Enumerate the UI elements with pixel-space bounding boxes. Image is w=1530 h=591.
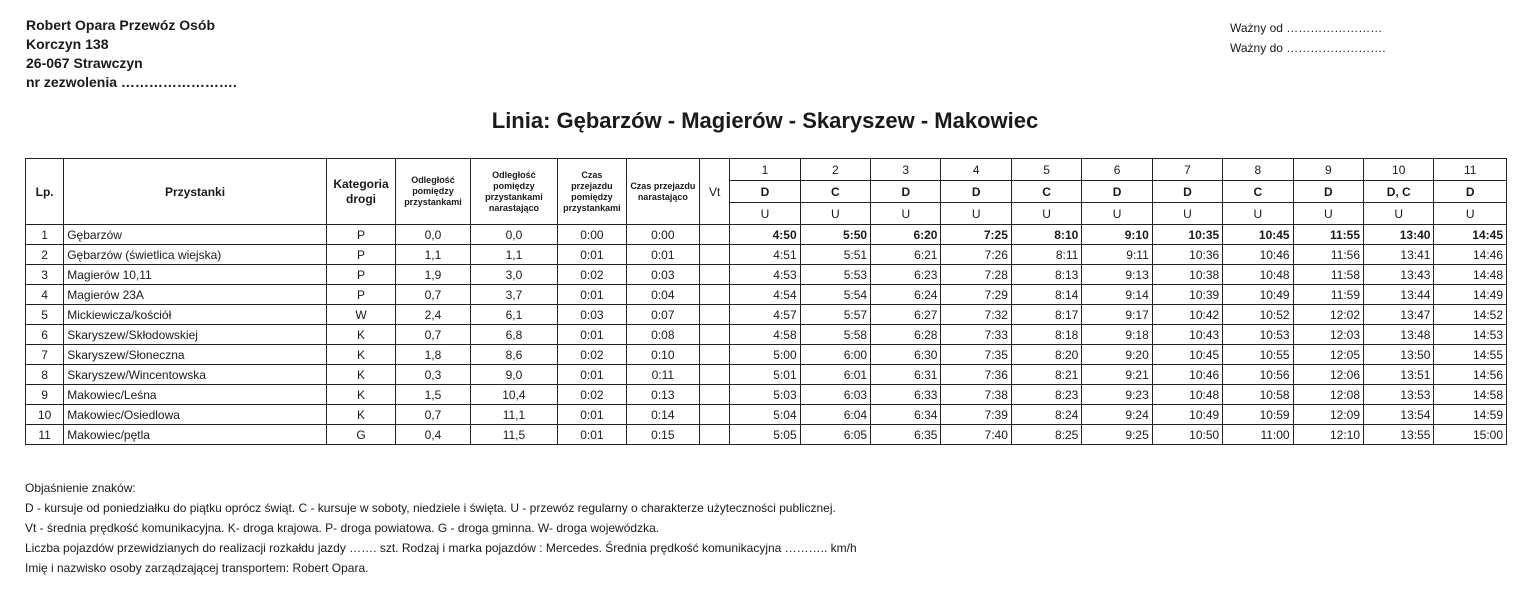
departure-time: 9:13 [1082, 265, 1152, 285]
row-vt [700, 305, 730, 325]
row-stop-name: Skaryszew/Słoneczna [64, 345, 327, 365]
table-row [26, 405, 1507, 425]
row-stop-name: Mickiewicza/kościół [64, 305, 327, 325]
departure-time: 13:55 [1364, 425, 1434, 445]
row-time-cumulative: 0:01 [626, 245, 699, 265]
row-distance-cumulative: 9,0 [470, 365, 558, 385]
row-distance-cumulative: 10,4 [470, 385, 558, 405]
row-distance: 0,3 [396, 365, 470, 385]
table-row [26, 265, 1507, 285]
row-lp: 5 [26, 305, 64, 325]
row-distance-cumulative: 0,0 [470, 225, 558, 245]
departure-time: 14:52 [1434, 305, 1507, 325]
row-time: 0:01 [558, 405, 626, 425]
departure-time: 13:41 [1364, 245, 1434, 265]
row-stop-name: Makowiec/Leśna [64, 385, 327, 405]
departure-time: 11:55 [1293, 225, 1363, 245]
table-row [26, 225, 1507, 245]
departure-time: 6:03 [800, 385, 870, 405]
departure-time: 11:59 [1293, 285, 1363, 305]
departure-time: 6:30 [871, 345, 941, 365]
course-number: 3 [871, 159, 941, 181]
departure-time: 12:09 [1293, 405, 1363, 425]
departure-time: 5:58 [800, 325, 870, 345]
departure-time: 7:33 [941, 325, 1011, 345]
departure-time: 10:50 [1152, 425, 1222, 445]
course-type: U [1293, 203, 1363, 225]
timetable [25, 158, 1507, 445]
row-lp: 6 [26, 325, 64, 345]
departure-time: 14:55 [1434, 345, 1507, 365]
row-distance: 0,0 [396, 225, 470, 245]
company-street: Korczyn 138 [26, 36, 109, 52]
departure-time: 10:46 [1152, 365, 1222, 385]
row-time: 0:02 [558, 385, 626, 405]
row-distance: 0,7 [396, 405, 470, 425]
departure-time: 14:58 [1434, 385, 1507, 405]
course-number: 1 [730, 159, 800, 181]
departure-time: 13:47 [1364, 305, 1434, 325]
departure-time: 10:49 [1152, 405, 1222, 425]
row-lp: 2 [26, 245, 64, 265]
departure-time: 9:11 [1082, 245, 1152, 265]
row-time-cumulative: 0:04 [626, 285, 699, 305]
row-distance-cumulative: 8,6 [470, 345, 558, 365]
row-road-category: P [326, 225, 395, 245]
course-type: U [1011, 203, 1081, 225]
row-stop-name: Gębarzów (świetlica wiejska) [64, 245, 327, 265]
valid-from: Ważny od …………………… [1230, 21, 1383, 35]
departure-time: 8:20 [1011, 345, 1081, 365]
departure-time: 10:36 [1152, 245, 1222, 265]
course-type: U [1364, 203, 1434, 225]
row-distance-cumulative: 6,8 [470, 325, 558, 345]
header-category: Kategoria drogi [326, 159, 395, 225]
departure-time: 14:59 [1434, 405, 1507, 425]
departure-time: 12:02 [1293, 305, 1363, 325]
departure-time: 13:54 [1364, 405, 1434, 425]
row-time-cumulative: 0:11 [626, 365, 699, 385]
departure-time: 10:46 [1223, 245, 1293, 265]
departure-time: 7:26 [941, 245, 1011, 265]
row-stop-name: Gębarzów [64, 225, 327, 245]
course-type: U [941, 203, 1011, 225]
departure-time: 8:21 [1011, 365, 1081, 385]
row-lp: 10 [26, 405, 64, 425]
departure-time: 6:28 [871, 325, 941, 345]
row-time: 0:02 [558, 265, 626, 285]
course-days: C [1223, 181, 1293, 203]
departure-time: 10:49 [1223, 285, 1293, 305]
row-lp: 7 [26, 345, 64, 365]
course-number: 11 [1434, 159, 1507, 181]
course-type: U [730, 203, 800, 225]
departure-time: 12:06 [1293, 365, 1363, 385]
departure-time: 9:23 [1082, 385, 1152, 405]
departure-time: 7:29 [941, 285, 1011, 305]
row-time-cumulative: 0:13 [626, 385, 699, 405]
row-road-category: P [326, 265, 395, 285]
row-time-cumulative: 0:15 [626, 425, 699, 445]
row-road-category: K [326, 365, 395, 385]
row-stop-name: Magierów 23A [64, 285, 327, 305]
course-type: U [1082, 203, 1152, 225]
course-number: 5 [1011, 159, 1081, 181]
row-distance-cumulative: 11,1 [470, 405, 558, 425]
departure-time: 5:01 [730, 365, 800, 385]
row-stop-name: Makowiec/pętla [64, 425, 327, 445]
departure-time: 8:23 [1011, 385, 1081, 405]
row-vt [700, 365, 730, 385]
departure-time: 10:42 [1152, 305, 1222, 325]
departure-time: 8:13 [1011, 265, 1081, 285]
departure-time: 11:58 [1293, 265, 1363, 285]
row-stop-name: Skaryszew/Wincentowska [64, 365, 327, 385]
departure-time: 7:39 [941, 405, 1011, 425]
departure-time: 10:52 [1223, 305, 1293, 325]
row-time-cumulative: 0:00 [626, 225, 699, 245]
row-distance: 1,8 [396, 345, 470, 365]
header-time: Czas przejazdu pomiędzy przystankami [558, 159, 626, 225]
company-city: 26-067 Strawczyn [26, 55, 143, 71]
row-distance: 1,9 [396, 265, 470, 285]
row-lp: 3 [26, 265, 64, 285]
departure-time: 6:05 [800, 425, 870, 445]
legend-vehicles: Liczba pojazdów przewidzianych do realizacji rozkałdu jazdy ……. szt. Rodzaj i marka pojazdów : Mercedes. Średnia prędkość komunikacyjna ……….. km/h [25, 541, 857, 555]
departure-time: 14:49 [1434, 285, 1507, 305]
table-row [26, 385, 1507, 405]
row-time: 0:03 [558, 305, 626, 325]
course-days: D [730, 181, 800, 203]
table-row [26, 365, 1507, 385]
departure-time: 5:53 [800, 265, 870, 285]
row-time: 0:01 [558, 425, 626, 445]
departure-time: 11:00 [1223, 425, 1293, 445]
departure-time: 5:50 [800, 225, 870, 245]
row-distance: 0,7 [396, 285, 470, 305]
departure-time: 7:32 [941, 305, 1011, 325]
departure-time: 4:54 [730, 285, 800, 305]
row-time-cumulative: 0:14 [626, 405, 699, 425]
course-type: U [800, 203, 870, 225]
departure-time: 5:03 [730, 385, 800, 405]
course-number: 2 [800, 159, 870, 181]
row-lp: 4 [26, 285, 64, 305]
departure-time: 10:48 [1223, 265, 1293, 285]
table-row [26, 285, 1507, 305]
departure-time: 10:48 [1152, 385, 1222, 405]
row-distance-cumulative: 3,0 [470, 265, 558, 285]
departure-time: 13:40 [1364, 225, 1434, 245]
departure-time: 6:34 [871, 405, 941, 425]
course-days: D, C [1364, 181, 1434, 203]
course-number: 8 [1223, 159, 1293, 181]
row-distance-cumulative: 6,1 [470, 305, 558, 325]
row-time: 0:00 [558, 225, 626, 245]
departure-time: 6:33 [871, 385, 941, 405]
departure-time: 14:56 [1434, 365, 1507, 385]
departure-time: 6:35 [871, 425, 941, 445]
table-row [26, 345, 1507, 365]
departure-time: 10:55 [1223, 345, 1293, 365]
departure-time: 10:53 [1223, 325, 1293, 345]
row-vt [700, 385, 730, 405]
legend-manager: Imię i nazwisko osoby zarządzającej transportem: Robert Opara. [25, 561, 369, 575]
departure-time: 8:24 [1011, 405, 1081, 425]
header-distance-cumulative: Odległość pomiędzy przystankami narastająco [470, 159, 558, 225]
row-distance-cumulative: 3,7 [470, 285, 558, 305]
departure-time: 9:17 [1082, 305, 1152, 325]
departure-time: 6:27 [871, 305, 941, 325]
course-number: 9 [1293, 159, 1363, 181]
row-time-cumulative: 0:08 [626, 325, 699, 345]
departure-time: 14:46 [1434, 245, 1507, 265]
departure-time: 4:50 [730, 225, 800, 245]
departure-time: 8:14 [1011, 285, 1081, 305]
departure-time: 8:10 [1011, 225, 1081, 245]
departure-time: 13:50 [1364, 345, 1434, 365]
permit-number: nr zezwolenia ……………………. [26, 74, 237, 90]
departure-time: 10:59 [1223, 405, 1293, 425]
row-road-category: P [326, 285, 395, 305]
departure-time: 13:48 [1364, 325, 1434, 345]
departure-time: 10:56 [1223, 365, 1293, 385]
departure-time: 6:31 [871, 365, 941, 385]
departure-time: 6:23 [871, 265, 941, 285]
departure-time: 7:28 [941, 265, 1011, 285]
row-time: 0:01 [558, 285, 626, 305]
departure-time: 13:44 [1364, 285, 1434, 305]
header-distance: Odległość pomiędzy przystankami [396, 159, 470, 225]
departure-time: 8:11 [1011, 245, 1081, 265]
row-distance-cumulative: 11,5 [470, 425, 558, 445]
course-days: D [941, 181, 1011, 203]
row-road-category: W [326, 305, 395, 325]
departure-time: 10:58 [1223, 385, 1293, 405]
table-row [26, 325, 1507, 345]
row-distance: 2,4 [396, 305, 470, 325]
row-vt [700, 425, 730, 445]
row-lp: 9 [26, 385, 64, 405]
departure-time: 5:57 [800, 305, 870, 325]
departure-time: 9:25 [1082, 425, 1152, 445]
departure-time: 9:21 [1082, 365, 1152, 385]
course-days: D [1152, 181, 1222, 203]
row-vt [700, 225, 730, 245]
course-type: U [1434, 203, 1507, 225]
course-number: 7 [1152, 159, 1222, 181]
row-time: 0:01 [558, 325, 626, 345]
row-time: 0:01 [558, 245, 626, 265]
row-vt [700, 345, 730, 365]
row-road-category: K [326, 345, 395, 365]
row-distance-cumulative: 1,1 [470, 245, 558, 265]
departure-time: 9:14 [1082, 285, 1152, 305]
departure-time: 12:10 [1293, 425, 1363, 445]
departure-time: 10:38 [1152, 265, 1222, 285]
table-row [26, 425, 1507, 445]
departure-time: 9:18 [1082, 325, 1152, 345]
course-number: 6 [1082, 159, 1152, 181]
departure-time: 9:20 [1082, 345, 1152, 365]
departure-time: 7:35 [941, 345, 1011, 365]
table-row [26, 245, 1507, 265]
departure-time: 5:54 [800, 285, 870, 305]
row-vt [700, 245, 730, 265]
departure-time: 4:53 [730, 265, 800, 285]
course-days: C [800, 181, 870, 203]
departure-time: 4:58 [730, 325, 800, 345]
row-time-cumulative: 0:07 [626, 305, 699, 325]
legend-title: Objaśnienie znaków: [25, 481, 136, 495]
row-vt [700, 325, 730, 345]
departure-time: 8:18 [1011, 325, 1081, 345]
row-time-cumulative: 0:03 [626, 265, 699, 285]
departure-time: 11:56 [1293, 245, 1363, 265]
row-distance: 1,5 [396, 385, 470, 405]
course-days: D [871, 181, 941, 203]
departure-time: 15:00 [1434, 425, 1507, 445]
header-time-cumulative: Czas przejazdu narastająco [626, 159, 699, 225]
validity-dates [1230, 18, 1386, 58]
departure-time: 7:40 [941, 425, 1011, 445]
course-days: D [1293, 181, 1363, 203]
departure-time: 10:43 [1152, 325, 1222, 345]
course-type: U [1223, 203, 1293, 225]
header-lp: Lp. [26, 159, 64, 225]
departure-time: 14:48 [1434, 265, 1507, 285]
departure-time: 7:25 [941, 225, 1011, 245]
row-stop-name: Skaryszew/Skłodowskiej [64, 325, 327, 345]
departure-time: 5:05 [730, 425, 800, 445]
row-road-category: G [326, 425, 395, 445]
legend-days: D - kursuje od poniedziałku do piątku oprócz świąt. C - kursuje w soboty, niedziele i święta. U - przewóz regularny o charakterze użyteczności publicznej. [25, 501, 836, 515]
course-number: 4 [941, 159, 1011, 181]
departure-time: 14:53 [1434, 325, 1507, 345]
row-time: 0:02 [558, 345, 626, 365]
row-stop-name: Makowiec/Osiedlowa [64, 405, 327, 425]
course-days: D [1434, 181, 1507, 203]
legend-roads: Vt - średnia prędkość komunikacyjna. K- droga krajowa. P- droga powiatowa. G - droga gminna. W- droga wojewódzka. [25, 521, 660, 535]
table-row [26, 305, 1507, 325]
departure-time: 8:17 [1011, 305, 1081, 325]
departure-time: 10:39 [1152, 285, 1222, 305]
departure-time: 13:53 [1364, 385, 1434, 405]
row-vt [700, 265, 730, 285]
departure-time: 9:24 [1082, 405, 1152, 425]
departure-time: 5:04 [730, 405, 800, 425]
departure-time: 7:36 [941, 365, 1011, 385]
legend-notes [25, 478, 857, 578]
course-days: C [1011, 181, 1081, 203]
row-distance: 0,4 [396, 425, 470, 445]
row-vt [700, 285, 730, 305]
row-lp: 1 [26, 225, 64, 245]
row-distance: 0,7 [396, 325, 470, 345]
departure-time: 7:38 [941, 385, 1011, 405]
departure-time: 12:05 [1293, 345, 1363, 365]
row-time-cumulative: 0:10 [626, 345, 699, 365]
row-time: 0:01 [558, 365, 626, 385]
company-info [26, 16, 237, 92]
departure-time: 13:51 [1364, 365, 1434, 385]
header-vt: Vt [700, 159, 730, 225]
departure-time: 10:45 [1152, 345, 1222, 365]
departure-time: 6:00 [800, 345, 870, 365]
departure-time: 12:08 [1293, 385, 1363, 405]
departure-time: 6:01 [800, 365, 870, 385]
course-number: 10 [1364, 159, 1434, 181]
header-stops: Przystanki [64, 159, 327, 225]
row-distance: 1,1 [396, 245, 470, 265]
departure-time: 6:20 [871, 225, 941, 245]
departure-time: 12:03 [1293, 325, 1363, 345]
course-type: U [1152, 203, 1222, 225]
row-road-category: K [326, 325, 395, 345]
departure-time: 9:10 [1082, 225, 1152, 245]
row-road-category: P [326, 245, 395, 265]
departure-time: 10:35 [1152, 225, 1222, 245]
row-lp: 8 [26, 365, 64, 385]
departure-time: 4:51 [730, 245, 800, 265]
departure-time: 10:45 [1223, 225, 1293, 245]
departure-time: 6:21 [871, 245, 941, 265]
departure-time: 5:51 [800, 245, 870, 265]
row-lp: 11 [26, 425, 64, 445]
departure-time: 13:43 [1364, 265, 1434, 285]
row-vt [700, 405, 730, 425]
departure-time: 4:57 [730, 305, 800, 325]
line-title: Linia: Gębarzów - Magierów - Skaryszew - Makowiec [491, 108, 1039, 133]
course-type: U [871, 203, 941, 225]
departure-time: 8:25 [1011, 425, 1081, 445]
company-name: Robert Opara Przewóz Osób [26, 17, 216, 33]
departure-time: 14:45 [1434, 225, 1507, 245]
course-days: D [1082, 181, 1152, 203]
row-road-category: K [326, 405, 395, 425]
departure-time: 6:24 [871, 285, 941, 305]
row-road-category: K [326, 385, 395, 405]
departure-time: 6:04 [800, 405, 870, 425]
valid-to: Ważny do ……………………. [1230, 41, 1386, 55]
row-stop-name: Magierów 10,11 [64, 265, 327, 285]
departure-time: 5:00 [730, 345, 800, 365]
